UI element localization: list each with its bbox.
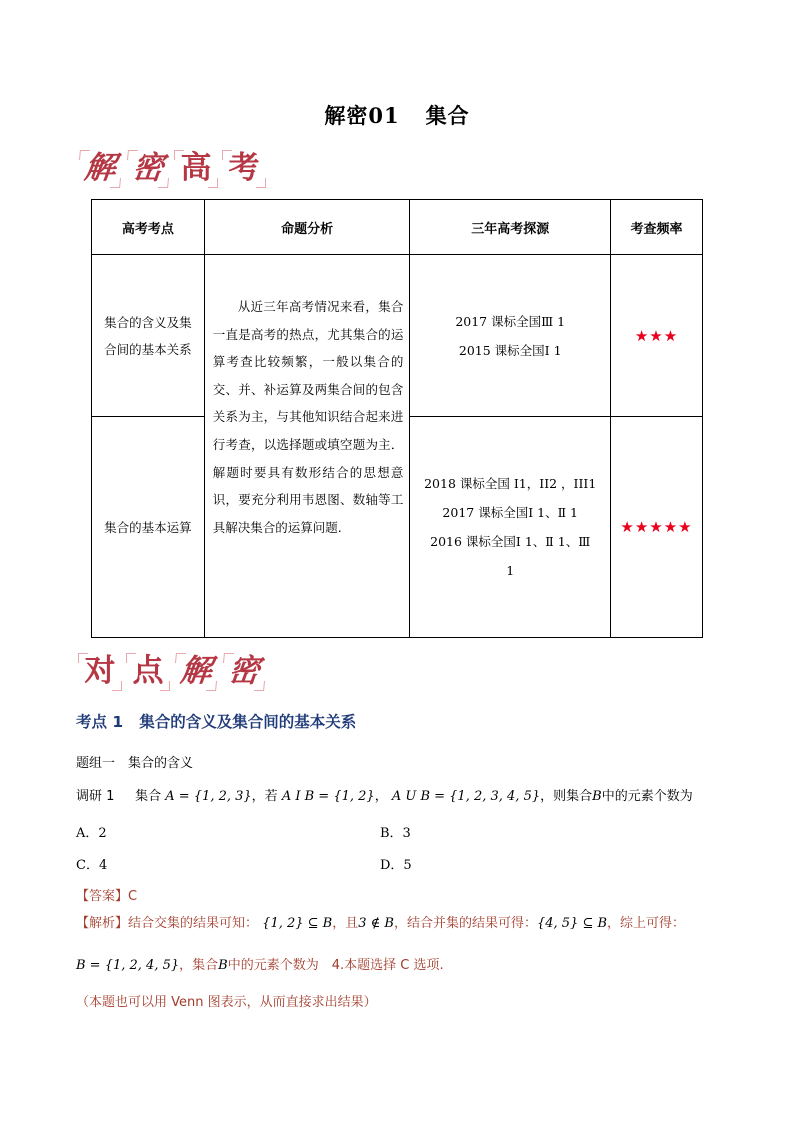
question-group-label: 题组一 集合的含义 (76, 756, 194, 771)
math-expression: A I B = {1, 2} (281, 789, 375, 804)
banner-char: 解 (172, 653, 220, 691)
math-expression: B (218, 958, 228, 973)
banner-char: 对 (78, 653, 122, 691)
question-text: ， (374, 789, 388, 804)
banner-jiemi-gaokao (78, 150, 270, 188)
analysis-text: ，且 (332, 916, 359, 931)
exam-point-cell: 集合的含义及集合间的基本关系 (92, 255, 205, 417)
table-header: 三年高考探源 (410, 200, 611, 255)
source-line: 2015 课标全国Ⅰ 1 (458, 342, 562, 358)
math-expression: A U B = {1, 2, 3, 4, 5} (391, 789, 541, 804)
question-text: 集合 (135, 789, 162, 804)
source-line: 2016 课标全国Ⅰ 1、Ⅱ 1、Ⅲ (430, 534, 591, 549)
math-expression: B (592, 789, 602, 804)
analysis-line-1 (76, 912, 685, 931)
analysis-text: ，集合 (179, 958, 219, 973)
title-number: 解密01 (324, 103, 400, 128)
banner-char: 密 (124, 150, 172, 188)
banner-char: 点 (126, 653, 170, 691)
analysis-text: 结合交集的结果可知： (128, 916, 259, 931)
analysis-label: 【解析】 (76, 916, 129, 931)
math-expression: A = {1, 2, 3} (165, 789, 252, 804)
math-expression: 3 ∉ B (358, 916, 394, 931)
question-stem (76, 785, 693, 804)
math-expression: {4, 5} ⊆ B (536, 916, 608, 931)
banner-duidian-jiemi (78, 653, 270, 691)
table-header: 考查频率 (611, 200, 703, 255)
banner-char: 考 (222, 150, 266, 188)
math-expression: B = {1, 2, 4, 5} (76, 958, 180, 973)
analysis-text: 中的元素个数为 4.本题选择 C 选项. (227, 958, 444, 973)
answer-value: C (128, 889, 138, 904)
math-expression: {1, 2} ⊆ B (262, 916, 333, 931)
banner-char: 密 (220, 653, 268, 691)
analysis-cell: 从近三年高考情况来看，集合一直是高考的热点，尤其集合的运算考查比较频繁，一般以集合的交、并、补运算及两集合间的包含关系为主，与其他知识结合起来进行考查，以选择题或填空题为主．解题时要具有数形结合的思想意识，要充分利用韦恩图、数轴等工具解决集合的运算问题. (204, 255, 410, 638)
source-cell (410, 417, 611, 638)
option-a: A．2 (76, 826, 107, 841)
option-b: B．3 (380, 826, 411, 841)
answer-line (76, 885, 137, 904)
source-line: 2017 课标全国Ⅰ 1、Ⅱ 1 (442, 505, 578, 520)
title-topic: 集合 (425, 103, 470, 128)
banner-char: 解 (76, 150, 124, 188)
table-row (92, 255, 703, 417)
section-title: 集合的含义及集合间的基本关系 (139, 713, 357, 731)
section-label: 考点 1 (76, 713, 124, 731)
banner-char: 高 (174, 150, 218, 188)
option-c: C．4 (76, 858, 108, 873)
option-d: D．5 (380, 858, 412, 873)
table-header-row (92, 200, 703, 255)
exam-analysis-table (91, 199, 703, 638)
table-header: 高考考点 (92, 200, 205, 255)
section-heading (76, 710, 356, 732)
question-text: 中的元素个数为 (601, 789, 693, 804)
source-line: 2018 课标全国 I1，II2 ，III1 (424, 476, 597, 491)
answer-label: 【答案】 (76, 889, 129, 904)
exam-point-cell: 集合的基本运算 (92, 417, 205, 638)
source-line: 1 (506, 563, 515, 578)
analysis-text: ，结合并集的结果可得： (393, 916, 537, 931)
frequency-stars: ★★★★★ (611, 417, 703, 638)
question-label: 调研 1 (76, 789, 115, 804)
analysis-line-2 (76, 954, 444, 973)
analysis-note: （本题也可以用 Venn 图表示，从而直接求出结果） (76, 995, 377, 1010)
source-line: 2017 课标全国Ⅲ 1 (455, 313, 566, 329)
frequency-stars: ★★★ (611, 255, 703, 417)
table-header: 命题分析 (204, 200, 410, 255)
question-text: ，则集合 (540, 789, 593, 804)
question-text: ，若 (251, 789, 278, 804)
page-title (0, 100, 794, 130)
analysis-text: ，综上可得： (607, 916, 686, 931)
source-cell (410, 255, 611, 417)
